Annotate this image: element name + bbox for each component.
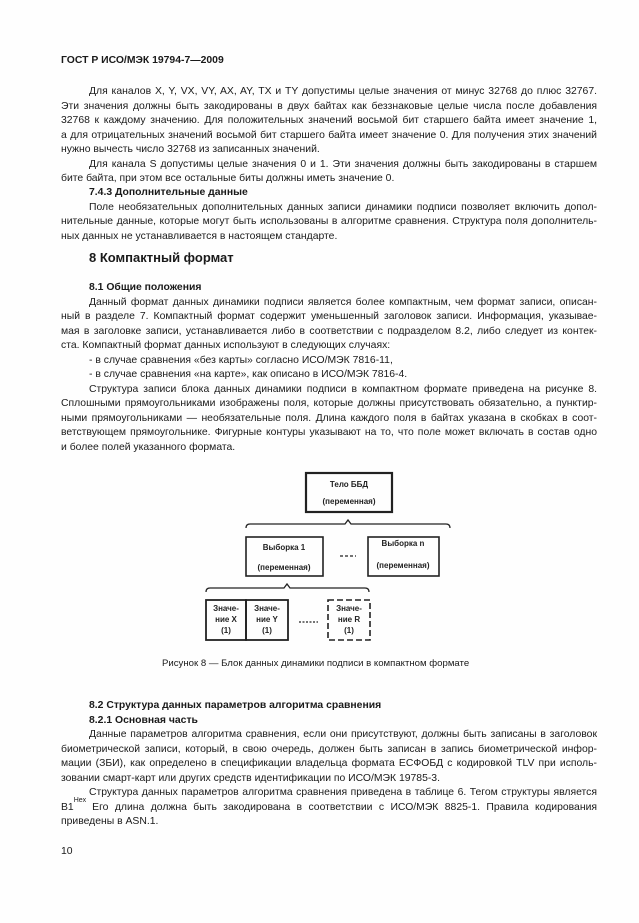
paragraph-line: нужно вычесть число 32768 из записанных значений. <box>61 144 320 155</box>
paragraph-line: биометрической записи, который, в свою очередь, должен быть записан в запись биометрической инфор- <box>61 743 597 755</box>
value-r-label: Значе- <box>336 604 362 613</box>
paragraph-line: приведены в ASN.1. <box>61 816 159 827</box>
body-label: Тело ББД <box>329 480 369 489</box>
document-header: ГОСТ Р ИСО/МЭК 19794-7—2009 <box>61 55 224 66</box>
paragraph-line: ветствующем прямоугольнике. Фигурные контуры указывают на то, что поле может включать в состав одно <box>61 427 597 438</box>
value-r-size: (1) <box>344 626 354 635</box>
paragraph-line: Структура данных параметров алгоритма сравнения приведена в таблице 6. Тегом структуры является <box>89 787 597 798</box>
paragraph-line <box>61 796 597 814</box>
hex-subscript: Hex <box>73 796 87 804</box>
paragraph-text: Его длина должна быть закодирована в соответствии с ИСО/МЭК 8825-1. Правила кодирования <box>92 801 597 813</box>
section-heading-8-2: 8.2 Структура данных параметров алгоритма сравнения <box>89 700 382 711</box>
paragraph-line: Для каналов X, Y, VX, VY, AX, AY, TX и TY допустимы целые значения от минус 32768 до плюс 32767. <box>89 86 597 97</box>
paragraph-line: Эти значения должны быть закодированы в двух байтах как беззнаковые целые числа после добавления <box>61 100 597 112</box>
paragraph-line: Для канала S допустимы целые значения 0 и 1. Эти значения должны быть закодированы в старшем <box>89 158 597 170</box>
paragraph-line: мации (ЗБИ), как определено в спецификации владельца формата ЕСФОБД с кодировкой TLV при исполь- <box>61 758 597 769</box>
value-x-size: (1) <box>221 626 231 635</box>
paragraph-line: зовании смарт-карт или других средств идентификации по ИСО/МЭК 19785-3. <box>61 772 440 784</box>
sample-1-label: Выборка 1 <box>262 543 306 552</box>
paragraph-line: Структура записи блока данных динамики подписи в компактном формате приведена на рисунке 8. <box>89 383 597 395</box>
sample-n-label: Выборка n <box>381 539 425 548</box>
value-x-label: ние X <box>215 615 237 624</box>
paragraph-line: а для отрицательных значений восьмой бит старшего байта имеет значение 0. Для получения этих значений <box>61 129 597 141</box>
paragraph-line: Данный формат данных динамики подписи является более компактным, чем формат записи, описан- <box>89 296 597 308</box>
section-heading-8-2-1: 8.2.1 Основная часть <box>89 714 198 726</box>
list-item: - в случае сравнения «на карте», как описано в ИСО/МЭК 7816-4. <box>89 369 408 380</box>
sample-n-size: (переменная) <box>376 561 430 570</box>
paragraph-line: ный в разделе 7. Компактный формат содержит уменьшенный заголовок записи. Информация, указывае- <box>61 311 597 322</box>
paragraph-line: Поле необязательных дополнительных данных записи динамики подписи позволяет включить допол- <box>89 201 597 213</box>
section-heading-7-4-3: 7.4.3 Дополнительные данные <box>89 187 248 198</box>
value-r-label: ние R <box>337 615 361 624</box>
body-box <box>306 473 392 512</box>
tag-value: B1 <box>61 801 74 813</box>
body-size: (переменная) <box>322 497 376 506</box>
section-heading-8: 8 Компактный формат <box>89 250 234 265</box>
paragraph-line: ными прямоугольниками — необязательные поля. Длина каждого поля в байтах указана в скобках в соот- <box>61 412 597 424</box>
value-y-label: Значе- <box>254 604 280 613</box>
list-item: - в случае сравнения «без карты» согласно ИСО/МЭК 7816-11, <box>89 354 393 366</box>
figure-caption: Рисунок 8 — Блок данных динамики подписи в компактном формате <box>162 658 470 669</box>
value-y-label: ние Y <box>256 615 278 624</box>
paragraph-line: мая в заголовке записи, устанавливается либо в соответствии с подразделом 8.2, либо следует из контек- <box>61 325 597 337</box>
value-y-size: (1) <box>262 626 272 635</box>
paragraph-line: Сплошными прямоугольниками изображены поля, которые должны присутствовать обязательно, а пунктир- <box>61 398 597 409</box>
page-number: 10 <box>61 846 73 857</box>
paragraph-line: 32768 к каждому значению. Для положительных значений восьмой бит старшего байта имеет значение 1, <box>61 115 597 126</box>
section-heading-8-1: 8.1 Общие положения <box>89 282 202 293</box>
value-x-label: Значе- <box>213 604 239 613</box>
sample-1-size: (переменная) <box>257 563 311 572</box>
brace-lower <box>206 584 369 592</box>
paragraph-line: нительные данные, которые могут быть использованы в алгоритме сравнения. Структура поля дополнитель- <box>61 216 597 227</box>
paragraph-line: и более полей указанного формата. <box>61 441 236 453</box>
paragraph-line: ста. Компактный формат данных используют в следующих случаях: <box>61 340 391 351</box>
paragraph-line: Данные параметров алгоритма сравнения, если они присутствуют, должны быть записаны в заголовок <box>89 729 597 740</box>
paragraph-line: бите байта, при этом все остальные биты должны иметь значение 0. <box>61 173 395 184</box>
paragraph-line: ных данных не устанавливается в настоящем стандарте. <box>61 230 338 242</box>
brace-upper <box>246 520 450 528</box>
